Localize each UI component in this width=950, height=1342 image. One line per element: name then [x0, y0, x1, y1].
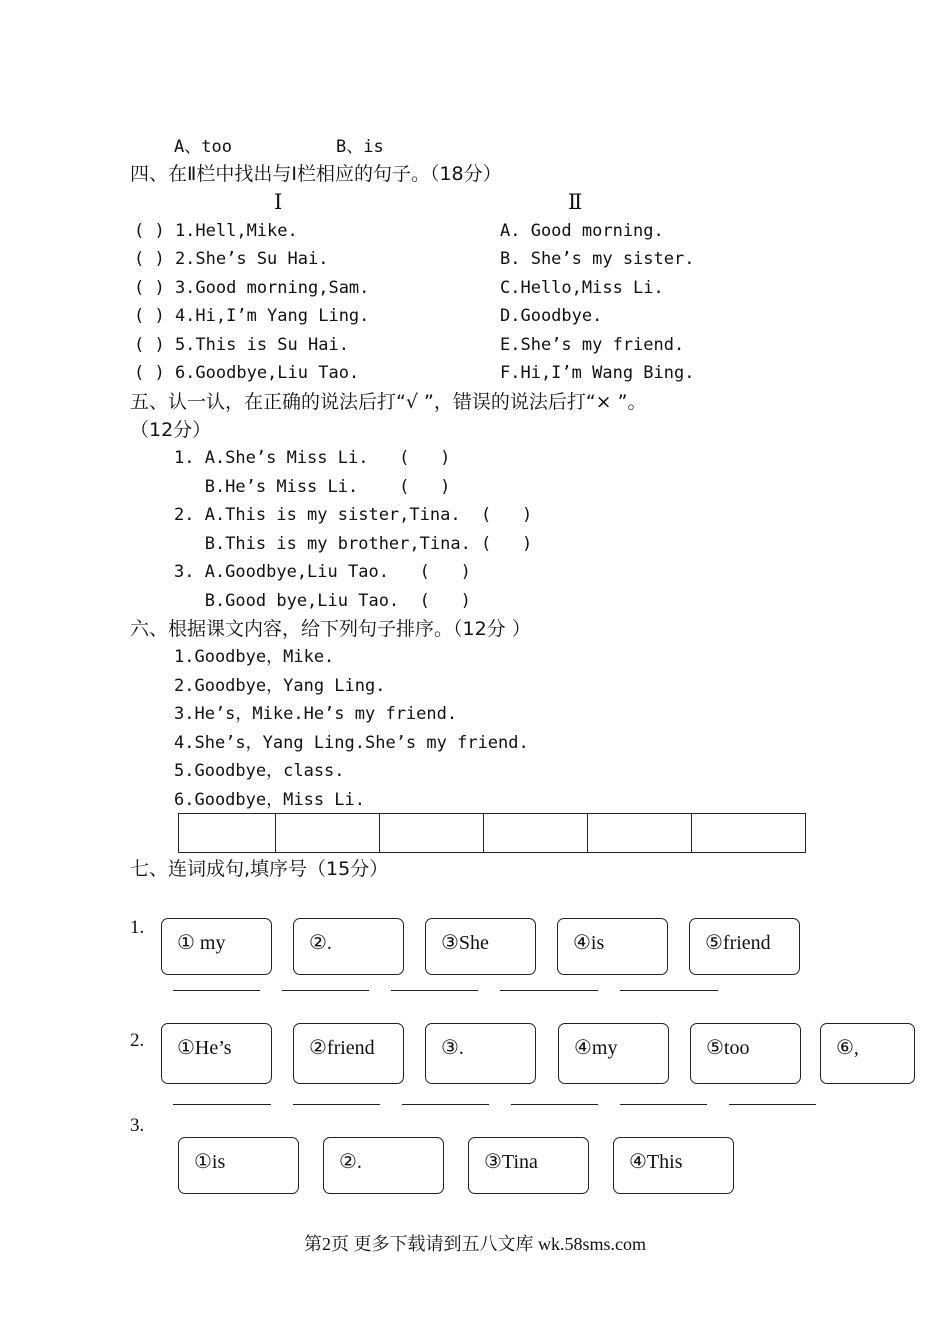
order-item-6: 6.Goodbye，Miss Li. — [174, 790, 365, 810]
page-footer: 第2页 更多下载请到五八文库 wk.58sms.com — [304, 1234, 646, 1254]
word-card: ②. — [323, 1137, 444, 1194]
order-cell[interactable] — [380, 814, 484, 853]
match-left-4: ( ) 4.Hi,I’m Yang Ling. — [134, 306, 370, 326]
judge-line-5: 3. A.Goodbye,Liu Tao. ( ) — [174, 562, 471, 582]
word-card: ③Tina — [468, 1137, 589, 1194]
word-card: ⑥, — [820, 1023, 915, 1084]
col2-header: Ⅱ — [568, 190, 583, 214]
match-left-1: ( ) 1.Hell,Mike. — [134, 221, 298, 241]
match-right-a: A. Good morning. — [500, 221, 664, 241]
question-number: 3. — [130, 1115, 145, 1136]
match-left-5: ( ) 5.This is Su Hai. — [134, 335, 349, 355]
order-cell[interactable] — [484, 814, 588, 853]
section6-title: 六、根据课文内容，给下列句子排序。（12分 ） — [130, 618, 531, 640]
judge-line-4: B.This is my brother,Tina. ( ) — [174, 534, 533, 554]
judge-line-1: 1. A.She’s Miss Li. ( ) — [174, 448, 451, 468]
judge-line-6: B.Good bye,Liu Tao. ( ) — [174, 591, 471, 611]
answer-blank[interactable] — [402, 1104, 489, 1105]
match-right-d: D.Goodbye. — [500, 306, 603, 326]
option-a: A、too — [174, 137, 232, 157]
answer-blank[interactable] — [511, 1104, 598, 1105]
answer-blank[interactable] — [173, 1104, 271, 1105]
word-card: ①He’s — [161, 1023, 272, 1084]
answer-blank[interactable] — [293, 1104, 380, 1105]
word-card: ⑤too — [690, 1023, 801, 1084]
answer-blank[interactable] — [620, 990, 718, 991]
answer-blank[interactable] — [282, 990, 369, 991]
order-item-4: 4.She’s，Yang Ling.She’s my friend. — [174, 733, 529, 753]
match-left-6: ( ) 6.Goodbye,Liu Tao. — [134, 363, 360, 383]
judge-line-3: 2. A.This is my sister,Tina. ( ) — [174, 505, 533, 525]
match-left-2: ( ) 2.She’s Su Hai. — [134, 249, 329, 269]
section5-score: （12分） — [130, 419, 212, 441]
match-right-f: F.Hi,I’m Wang Bing. — [500, 363, 695, 383]
section4-title: 四、在Ⅱ栏中找出与Ⅰ栏相应的句子。（18分） — [130, 163, 502, 185]
word-card: ②friend — [293, 1023, 404, 1084]
answer-blank[interactable] — [729, 1104, 816, 1105]
match-right-c: C.Hello,Miss Li. — [500, 278, 664, 298]
word-card: ③. — [425, 1023, 536, 1084]
order-item-2: 2.Goodbye，Yang Ling. — [174, 676, 386, 696]
answer-blank[interactable] — [620, 1104, 707, 1105]
answer-blank[interactable] — [173, 990, 260, 991]
word-card: ④is — [557, 918, 668, 975]
col1-header: Ⅰ — [274, 190, 283, 214]
word-card: ③She — [425, 918, 536, 975]
word-card: ②. — [293, 918, 404, 975]
question-number: 2. — [130, 1030, 145, 1051]
answer-blank[interactable] — [500, 990, 598, 991]
word-card: ④my — [558, 1023, 669, 1084]
word-card: ④This — [613, 1137, 734, 1194]
match-right-e: E.She’s my friend. — [500, 335, 685, 355]
order-cell[interactable] — [588, 814, 692, 853]
section7-title: 七、连词成句,填序号（15分） — [130, 858, 389, 880]
word-card: ⑤friend — [689, 918, 800, 975]
judge-line-2: B.He’s Miss Li. ( ) — [174, 477, 451, 497]
match-left-3: ( ) 3.Good morning,Sam. — [134, 278, 370, 298]
order-cell[interactable] — [276, 814, 380, 853]
word-card: ①is — [178, 1137, 299, 1194]
option-b: B、is — [336, 137, 384, 157]
match-right-b: B. She’s my sister. — [500, 249, 695, 269]
order-cell[interactable] — [179, 814, 276, 853]
word-card: ① my — [161, 918, 272, 975]
answer-blank[interactable] — [391, 990, 478, 991]
order-item-1: 1.Goodbye，Mike. — [174, 647, 335, 667]
order-item-3: 3.He’s，Mike.He’s my friend. — [174, 704, 458, 724]
section5-title: 五、认一认，在正确的说法后打“√ ”，错误的说法后打“× ”。 — [130, 391, 647, 413]
order-item-5: 5.Goodbye，class. — [174, 761, 345, 781]
order-answer-table — [178, 813, 806, 853]
order-cell[interactable] — [692, 814, 806, 853]
question-number: 1. — [130, 917, 145, 938]
